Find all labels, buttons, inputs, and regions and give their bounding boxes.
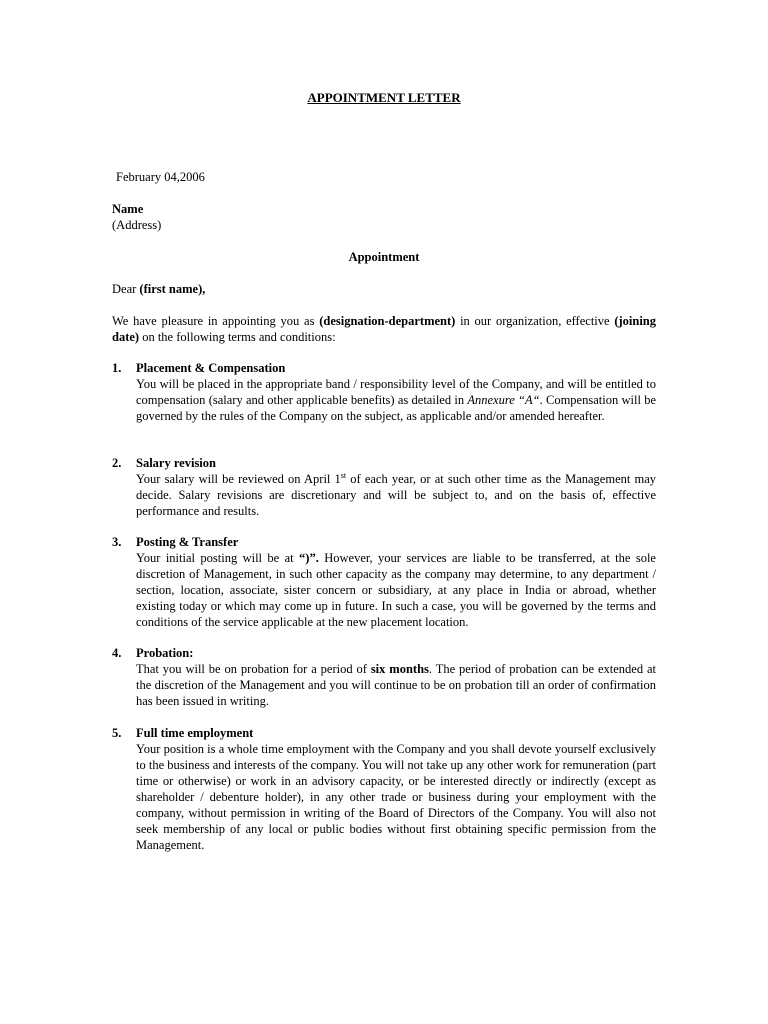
recipient-name: Name: [112, 202, 144, 216]
posting-location: “)”.: [299, 551, 319, 565]
section-title: Salary revision: [136, 456, 216, 470]
intro-text-2: in our organization, effective: [455, 314, 615, 328]
section-number: 3.: [112, 535, 122, 549]
section-number: 4.: [112, 646, 122, 660]
section-text: . Compensation will be governed by the rules of the Company on the subject, as applicable and/or amended hereafter.: [136, 393, 656, 423]
section-number: 5.: [112, 726, 122, 740]
section-heading: [112, 725, 656, 741]
intro-designation: (designation-department): [319, 314, 456, 328]
salutation-name: (first name),: [139, 282, 206, 296]
section-text: Your initial posting will be at: [136, 551, 300, 565]
section-posting-transfer: [112, 534, 656, 630]
section-text: However, your services are liable to be transferred, at the sole discretion of Management, in such other capacity as the company may determine, to any department / section, location, associate, sister concern or subsidiary, at any place in India or abroad, whether existing today or which may come up in future. In such a case, you will be governed by the terms and conditions of the service applicable at the new placement location.: [136, 551, 656, 629]
intro-text-1: We have pleasure in appointing you as: [112, 314, 320, 328]
section-body: [136, 550, 656, 630]
ordinal-suffix: st: [340, 470, 347, 480]
salutation-prefix: Dear: [112, 282, 140, 296]
section-salary-revision: [112, 455, 656, 519]
letter-subject: Appointment: [348, 250, 420, 264]
intro-text-3: on the following terms and conditions:: [139, 330, 336, 344]
section-heading: [112, 534, 656, 550]
section-full-time-employment: [112, 725, 656, 853]
section-heading: [112, 645, 656, 661]
probation-period: six months: [370, 662, 429, 676]
section-text: Your position is a whole time employment with the Company and you shall devote yourself exclusively to the business and interests of the company. You will not take up any other work for remuneration (part time or otherwise) or work in an advisory capacity, or be interested directly or indirectly (except as shareholder / debenture holder), in any other trade or business during your employment with the company, without permission in writing of the Board of Directors of the Company. You will also not seek membership of any local or public bodies without first obtaining specific permission from the Management.: [136, 742, 656, 852]
section-probation: [112, 645, 656, 709]
section-body: [136, 661, 656, 709]
section-title: Probation:: [136, 646, 194, 660]
intro-paragraph: [112, 313, 656, 345]
section-placement-compensation: [112, 360, 656, 424]
section-number: 2.: [112, 456, 122, 470]
salutation: [112, 281, 205, 297]
section-title: Placement & Compensation: [136, 361, 286, 375]
document-title: APPOINTMENT LETTER: [307, 90, 461, 105]
section-text: Your salary will be reviewed on April 1: [136, 472, 341, 486]
section-title: Full time employment: [136, 726, 254, 740]
section-text: You will be placed in the appropriate band / responsibility level of the Company, and will be entitled to compensation (salary and other applicable benefits) as detailed in: [136, 377, 656, 407]
section-text: That you will be on probation for a period of: [136, 662, 371, 676]
section-body: [136, 741, 656, 853]
annexure-reference: Annexure “A“: [467, 393, 540, 407]
section-body: [136, 471, 656, 519]
intro-joining-date: (joining date): [112, 314, 656, 344]
letter-date: February 04,2006: [116, 170, 205, 184]
section-heading: [112, 455, 656, 471]
section-number: 1.: [112, 361, 122, 375]
recipient-address: (Address): [112, 218, 162, 232]
section-heading: [112, 360, 656, 376]
section-text: . The period of probation can be extended at the discretion of the Management and you will continue to be on probation till an order of confirmation has been issued in writing.: [136, 662, 656, 708]
section-title: Posting & Transfer: [136, 535, 239, 549]
section-body: [136, 376, 656, 424]
section-text: of each year, or at such other time as the Management may decide. Salary revisions are discretionary and will be subject to, and on the basis of, effective performance and results.: [136, 472, 657, 518]
